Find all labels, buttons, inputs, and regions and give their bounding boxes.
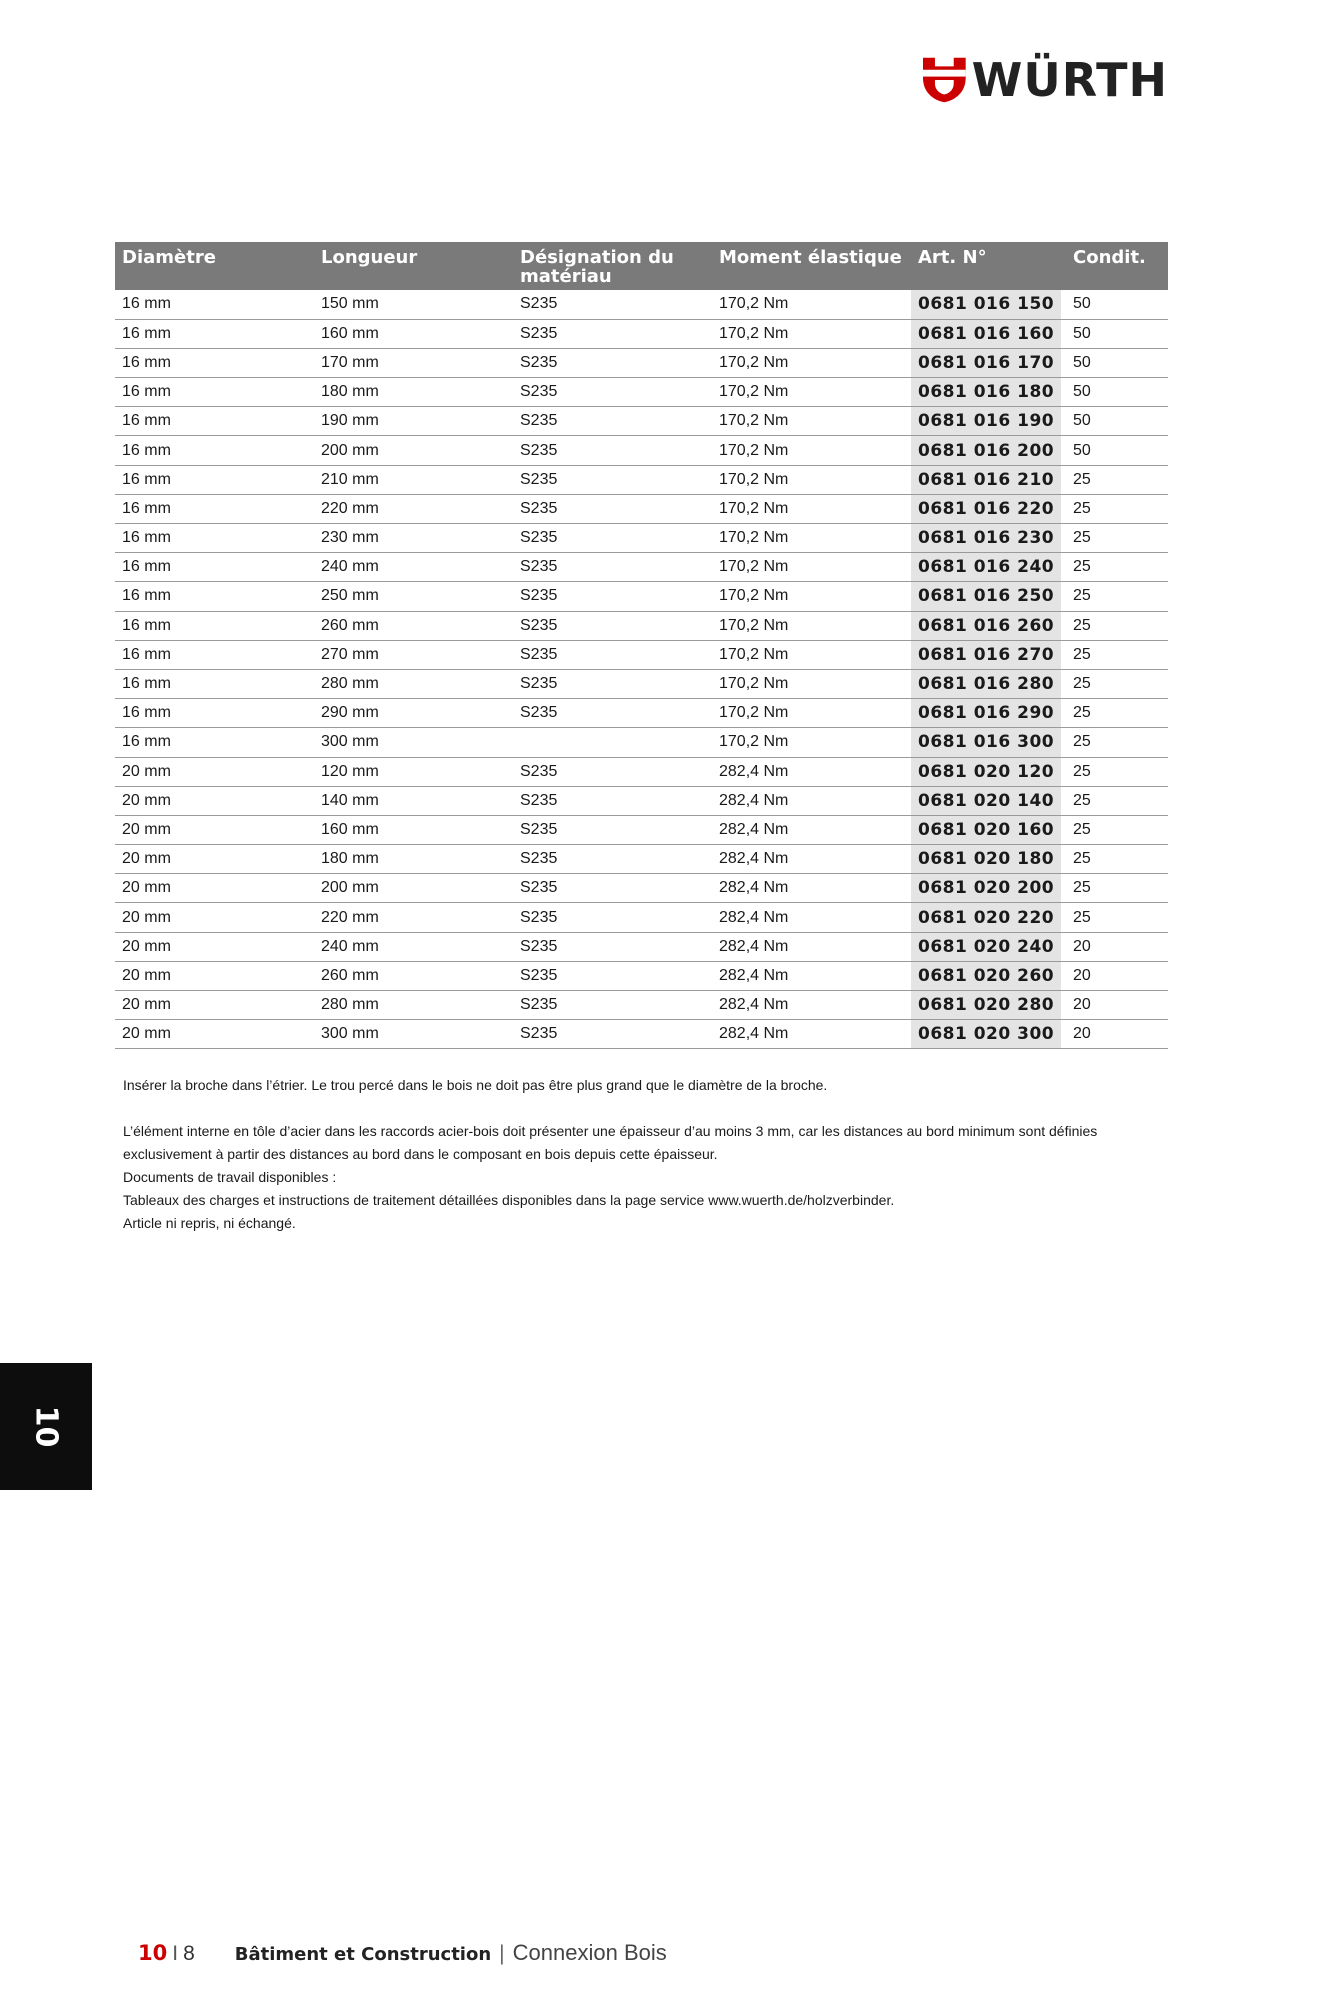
cell-art-no: 0681 020 120	[911, 757, 1061, 786]
table-row	[115, 903, 1168, 932]
note-line: Article ni repris, ni échangé.	[123, 1215, 296, 1231]
cell-diametre: 20 mm	[115, 815, 314, 844]
cell-longueur: 190 mm	[314, 407, 513, 436]
cell-designation: S235	[513, 874, 712, 903]
cell-art-no: 0681 016 240	[911, 553, 1061, 582]
table-row	[115, 319, 1168, 348]
cell-art-no: 0681 016 180	[911, 378, 1061, 407]
cell-longueur: 210 mm	[314, 465, 513, 494]
cell-designation: S235	[513, 669, 712, 698]
cell-longueur: 200 mm	[314, 436, 513, 465]
table-row	[115, 699, 1168, 728]
cell-condit: 50	[1066, 378, 1168, 407]
footer-separator: I	[172, 1942, 179, 1965]
cell-longueur: 270 mm	[314, 640, 513, 669]
cell-longueur: 250 mm	[314, 582, 513, 611]
cell-condit: 20	[1066, 1020, 1168, 1049]
cell-moment: 170,2 Nm	[712, 640, 911, 669]
cell-designation: S235	[513, 348, 712, 377]
cell-condit: 25	[1066, 582, 1168, 611]
cell-longueur: 140 mm	[314, 786, 513, 815]
cell-moment: 282,4 Nm	[712, 961, 911, 990]
cell-condit: 25	[1066, 640, 1168, 669]
cell-designation: S235	[513, 1020, 712, 1049]
header-designation: Désignation du matériau	[513, 242, 712, 290]
cell-art-no: 0681 016 160	[911, 319, 1061, 348]
cell-condit: 50	[1066, 407, 1168, 436]
brand-name: WÜRTH	[971, 53, 1168, 107]
cell-moment: 282,4 Nm	[712, 786, 911, 815]
chapter-side-tab	[0, 1363, 92, 1490]
cell-designation: S235	[513, 553, 712, 582]
cell-moment: 170,2 Nm	[712, 378, 911, 407]
cell-designation: S235	[513, 815, 712, 844]
cell-diametre: 16 mm	[115, 319, 314, 348]
cell-designation: S235	[513, 991, 712, 1020]
cell-diametre: 16 mm	[115, 699, 314, 728]
cell-moment: 170,2 Nm	[712, 728, 911, 757]
cell-condit: 25	[1066, 845, 1168, 874]
header-moment: Moment élastique	[712, 242, 911, 290]
cell-designation: S235	[513, 319, 712, 348]
cell-moment: 170,2 Nm	[712, 465, 911, 494]
cell-moment: 282,4 Nm	[712, 815, 911, 844]
cell-designation	[513, 728, 712, 757]
cell-art-no: 0681 016 150	[911, 290, 1061, 319]
table-row	[115, 669, 1168, 698]
cell-diametre: 16 mm	[115, 378, 314, 407]
cell-condit: 50	[1066, 436, 1168, 465]
cell-art-no: 0681 016 260	[911, 611, 1061, 640]
cell-longueur: 160 mm	[314, 815, 513, 844]
note-line: Documents de travail disponibles :	[123, 1169, 337, 1185]
cell-art-no: 0681 020 180	[911, 845, 1061, 874]
cell-condit: 50	[1066, 319, 1168, 348]
cell-designation: S235	[513, 786, 712, 815]
cell-designation: S235	[513, 407, 712, 436]
table-row	[115, 524, 1168, 553]
header-longueur: Longueur	[314, 242, 513, 290]
cell-art-no: 0681 020 140	[911, 786, 1061, 815]
table-row	[115, 961, 1168, 990]
cell-diametre: 16 mm	[115, 728, 314, 757]
cell-moment: 282,4 Nm	[712, 845, 911, 874]
cell-condit: 50	[1066, 290, 1168, 319]
cell-longueur: 290 mm	[314, 699, 513, 728]
footer-subsection: Connexion Bois	[512, 1940, 667, 1965]
cell-moment: 170,2 Nm	[712, 669, 911, 698]
table-row	[115, 494, 1168, 523]
cell-condit: 25	[1066, 611, 1168, 640]
table-row	[115, 815, 1168, 844]
cell-moment: 170,2 Nm	[712, 699, 911, 728]
cell-diametre: 16 mm	[115, 407, 314, 436]
cell-condit: 25	[1066, 699, 1168, 728]
cell-diametre: 20 mm	[115, 757, 314, 786]
cell-condit: 20	[1066, 932, 1168, 961]
cell-diametre: 20 mm	[115, 961, 314, 990]
cell-designation: S235	[513, 903, 712, 932]
cell-longueur: 120 mm	[314, 757, 513, 786]
cell-longueur: 220 mm	[314, 903, 513, 932]
table-body	[115, 290, 1168, 1049]
cell-longueur: 160 mm	[314, 319, 513, 348]
cell-moment: 170,2 Nm	[712, 407, 911, 436]
cell-art-no: 0681 020 300	[911, 1020, 1061, 1049]
cell-designation: S235	[513, 961, 712, 990]
table-row	[115, 553, 1168, 582]
cell-designation: S235	[513, 932, 712, 961]
cell-diametre: 16 mm	[115, 553, 314, 582]
cell-diametre: 16 mm	[115, 465, 314, 494]
cell-longueur: 300 mm	[314, 728, 513, 757]
cell-condit: 25	[1066, 874, 1168, 903]
cell-art-no: 0681 020 240	[911, 932, 1061, 961]
cell-art-no: 0681 016 300	[911, 728, 1061, 757]
cell-art-no: 0681 020 280	[911, 991, 1061, 1020]
cell-diametre: 16 mm	[115, 348, 314, 377]
cell-art-no: 0681 016 280	[911, 669, 1061, 698]
table-row	[115, 786, 1168, 815]
cell-art-no: 0681 020 220	[911, 903, 1061, 932]
table-row	[115, 378, 1168, 407]
cell-condit: 25	[1066, 494, 1168, 523]
cell-designation: S235	[513, 436, 712, 465]
table-row	[115, 436, 1168, 465]
table-row	[115, 582, 1168, 611]
cell-art-no: 0681 016 250	[911, 582, 1061, 611]
table-row	[115, 757, 1168, 786]
table-row	[115, 845, 1168, 874]
table-row	[115, 640, 1168, 669]
cell-moment: 170,2 Nm	[712, 290, 911, 319]
cell-diametre: 16 mm	[115, 582, 314, 611]
cell-moment: 170,2 Nm	[712, 494, 911, 523]
footer-section: Bâtiment et Construction	[234, 1944, 492, 1965]
cell-longueur: 150 mm	[314, 290, 513, 319]
cell-moment: 282,4 Nm	[712, 903, 911, 932]
table-row	[115, 348, 1168, 377]
cell-moment: 282,4 Nm	[712, 1020, 911, 1049]
note-line: L’élément interne en tôle d’acier dans les raccords acier-bois doit présenter une épaisseur d’au moins 3 mm, car les distances au bord minimum sont définies	[123, 1123, 1098, 1139]
cell-diametre: 16 mm	[115, 436, 314, 465]
footer-bar: |	[499, 1942, 505, 1965]
cell-art-no: 0681 020 200	[911, 874, 1061, 903]
table-row	[115, 991, 1168, 1020]
page-footer	[138, 1940, 667, 1966]
note-line: Insérer la broche dans l’étrier. Le trou percé dans le bois ne doit pas être plus grand que le diamètre de la broche.	[123, 1077, 828, 1093]
cell-art-no: 0681 020 160	[911, 815, 1061, 844]
cell-designation: S235	[513, 494, 712, 523]
table-row	[115, 290, 1168, 319]
table-row	[115, 874, 1168, 903]
cell-diametre: 20 mm	[115, 1020, 314, 1049]
cell-condit: 25	[1066, 786, 1168, 815]
cell-art-no: 0681 016 210	[911, 465, 1061, 494]
cell-designation: S235	[513, 465, 712, 494]
cell-moment: 282,4 Nm	[712, 874, 911, 903]
cell-longueur: 300 mm	[314, 1020, 513, 1049]
table-header	[115, 242, 1168, 290]
cell-moment: 170,2 Nm	[712, 319, 911, 348]
note-spacer	[123, 1097, 1163, 1120]
cell-moment: 170,2 Nm	[712, 524, 911, 553]
cell-art-no: 0681 016 200	[911, 436, 1061, 465]
cell-diametre: 20 mm	[115, 991, 314, 1020]
cell-designation: S235	[513, 290, 712, 319]
cell-art-no: 0681 016 270	[911, 640, 1061, 669]
table-row	[115, 932, 1168, 961]
cell-diametre: 16 mm	[115, 524, 314, 553]
cell-condit: 25	[1066, 669, 1168, 698]
cell-longueur: 230 mm	[314, 524, 513, 553]
cell-condit: 25	[1066, 757, 1168, 786]
cell-longueur: 180 mm	[314, 378, 513, 407]
cell-diametre: 16 mm	[115, 640, 314, 669]
cell-condit: 25	[1066, 815, 1168, 844]
cell-designation: S235	[513, 699, 712, 728]
cell-moment: 282,4 Nm	[712, 932, 911, 961]
cell-diametre: 20 mm	[115, 932, 314, 961]
wurth-logo	[923, 52, 1168, 108]
table-row	[115, 611, 1168, 640]
table-row	[115, 728, 1168, 757]
chapter-side-tab-label: 10	[28, 1405, 64, 1448]
product-table	[115, 242, 1168, 1049]
cell-art-no: 0681 016 190	[911, 407, 1061, 436]
cell-designation: S235	[513, 582, 712, 611]
table-row	[115, 1020, 1168, 1049]
cell-art-no: 0681 016 290	[911, 699, 1061, 728]
cell-moment: 282,4 Nm	[712, 757, 911, 786]
cell-condit: 25	[1066, 728, 1168, 757]
cell-condit: 20	[1066, 991, 1168, 1020]
cell-longueur: 170 mm	[314, 348, 513, 377]
cell-designation: S235	[513, 611, 712, 640]
cell-moment: 170,2 Nm	[712, 436, 911, 465]
cell-moment: 170,2 Nm	[712, 348, 911, 377]
cell-longueur: 260 mm	[314, 611, 513, 640]
cell-art-no: 0681 016 220	[911, 494, 1061, 523]
cell-diametre: 20 mm	[115, 786, 314, 815]
cell-diametre: 16 mm	[115, 494, 314, 523]
cell-designation: S235	[513, 640, 712, 669]
cell-condit: 20	[1066, 961, 1168, 990]
cell-diametre: 16 mm	[115, 290, 314, 319]
cell-designation: S235	[513, 845, 712, 874]
cell-diametre: 20 mm	[115, 845, 314, 874]
cell-longueur: 200 mm	[314, 874, 513, 903]
header-condit: Condit.	[1066, 242, 1168, 290]
table-row	[115, 465, 1168, 494]
cell-longueur: 260 mm	[314, 961, 513, 990]
table-row	[115, 407, 1168, 436]
note-line: Tableaux des charges et instructions de traitement détaillées disponibles dans la page service www.wuerth.de/holzverbinder.	[123, 1192, 895, 1208]
cell-longueur: 240 mm	[314, 932, 513, 961]
cell-condit: 25	[1066, 553, 1168, 582]
wurth-logo-mark-icon	[923, 54, 966, 106]
cell-diametre: 20 mm	[115, 903, 314, 932]
cell-condit: 50	[1066, 348, 1168, 377]
cell-longueur: 180 mm	[314, 845, 513, 874]
cell-moment: 282,4 Nm	[712, 991, 911, 1020]
cell-longueur: 220 mm	[314, 494, 513, 523]
cell-diametre: 16 mm	[115, 611, 314, 640]
note-line: exclusivement à partir des distances au bord dans le composant en bois depuis cette épaisseur.	[123, 1146, 718, 1162]
cell-longueur: 280 mm	[314, 669, 513, 698]
cell-diametre: 16 mm	[115, 669, 314, 698]
cell-art-no: 0681 016 170	[911, 348, 1061, 377]
cell-longueur: 240 mm	[314, 553, 513, 582]
cell-designation: S235	[513, 524, 712, 553]
cell-designation: S235	[513, 378, 712, 407]
cell-condit: 25	[1066, 524, 1168, 553]
cell-art-no: 0681 016 230	[911, 524, 1061, 553]
cell-diametre: 20 mm	[115, 874, 314, 903]
cell-designation: S235	[513, 757, 712, 786]
header-diametre: Diamètre	[115, 242, 314, 290]
notes	[123, 1074, 1163, 1235]
cell-condit: 25	[1066, 903, 1168, 932]
header-art-no: Art. N°	[911, 242, 1061, 290]
cell-longueur: 280 mm	[314, 991, 513, 1020]
cell-moment: 170,2 Nm	[712, 611, 911, 640]
cell-condit: 25	[1066, 465, 1168, 494]
cell-moment: 170,2 Nm	[712, 582, 911, 611]
footer-page-number: 8	[183, 1942, 195, 1965]
footer-chapter: 10	[138, 1941, 168, 1965]
cell-art-no: 0681 020 260	[911, 961, 1061, 990]
cell-moment: 170,2 Nm	[712, 553, 911, 582]
